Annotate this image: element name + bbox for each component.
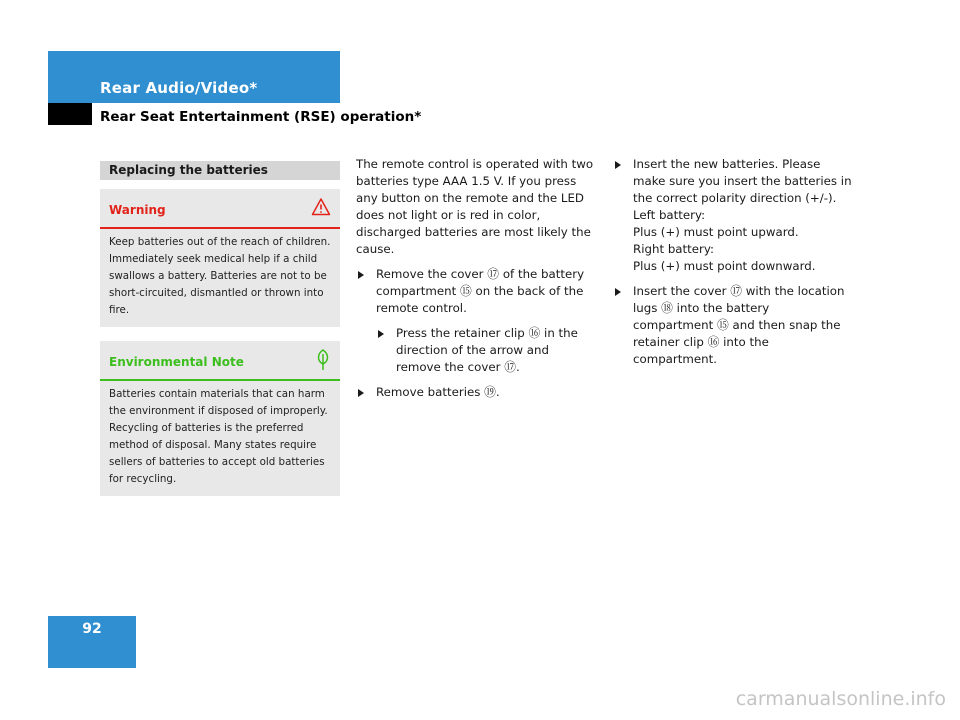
bullet-arrow-icon — [358, 271, 364, 279]
step-text: Remove batteries ⑲. — [376, 385, 500, 399]
bullet-arrow-icon — [615, 288, 621, 296]
right-column — [613, 156, 853, 368]
step-insert-batteries — [613, 156, 853, 207]
environmental-note-header — [100, 341, 340, 381]
left-battery-text: Plus (+) must point upward. — [633, 225, 799, 239]
right-battery-text: Plus (+) must point downward. — [633, 259, 816, 273]
step-text: Insert the new batteries. Please make sure you insert the batteries in the correct polarity direction (+/-). — [633, 157, 852, 205]
watermark: carmanualsonline.info — [735, 688, 946, 710]
page-number: 92 — [82, 621, 102, 637]
bullet-arrow-icon — [358, 389, 364, 397]
warning-triangle-icon — [311, 197, 331, 217]
warning-rule — [100, 227, 340, 229]
step-press-clip — [376, 325, 596, 376]
warning-text: Keep batteries out of the reach of children. Immediately seek medical help if a child swallows a battery. Batteries are not to be short-circuited, dismantled or thrown into fire. — [109, 236, 331, 316]
environmental-note-text: Batteries contain materials that can harm the environment if disposed of improperly. Recycling of batteries is the preferred method of disposal. Many states require sellers of batteries to accept old batteries for recycling. — [109, 388, 328, 485]
environmental-note-box — [100, 341, 340, 496]
section-title: Rear Audio/Video* — [100, 79, 258, 97]
step-text: Insert the cover ⑰ with the location lugs ⑱ into the battery compartment ⑮ and then snap the retainer clip ⑯ into the compartment. — [633, 284, 845, 366]
environment-leaf-icon — [315, 349, 331, 371]
middle-column — [356, 156, 596, 401]
environmental-note-label: Environmental Note — [109, 355, 244, 369]
left-battery-label: Left battery: — [633, 208, 706, 222]
step-remove-batteries — [356, 384, 596, 401]
step-remove-cover — [356, 266, 596, 317]
page-number-box — [48, 616, 136, 668]
intro-paragraph: The remote control is operated with two batteries type AAA 1.5 V. If you press any button on the remote and the LED does not light or is red in color, discharged batteries are most likely the cause. — [356, 157, 594, 256]
warning-label: Warning — [109, 203, 166, 217]
right-battery-label: Right battery: — [633, 242, 714, 256]
step-insert-cover — [613, 283, 853, 368]
step-text: Press the retainer clip ⑯ in the direction of the arrow and remove the cover ⑰. — [396, 326, 578, 374]
topic-heading-bar — [100, 161, 340, 180]
environmental-note-rule — [100, 379, 340, 381]
topic-heading: Replacing the batteries — [109, 163, 268, 177]
subsection-title: Rear Seat Entertainment (RSE) operation* — [100, 109, 422, 125]
bullet-arrow-icon — [378, 330, 384, 338]
section-marker-tab — [48, 103, 92, 125]
step-text: Remove the cover ⑰ of the battery compartment ⑮ on the back of the remote control. — [376, 267, 585, 315]
bullet-arrow-icon — [615, 161, 621, 169]
warning-header — [100, 189, 340, 229]
warning-box — [100, 189, 340, 327]
